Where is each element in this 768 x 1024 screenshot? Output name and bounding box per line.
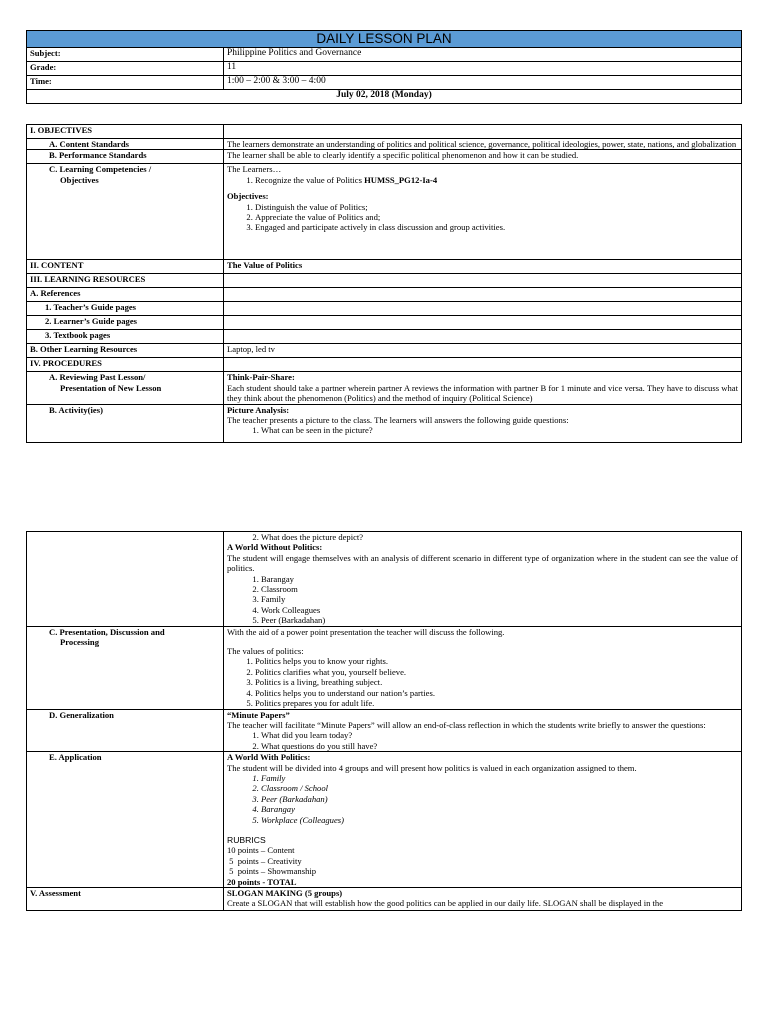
value-item: 3. Politics is a living, breathing subject. xyxy=(255,677,738,687)
generalization-cell xyxy=(224,709,742,752)
group-item: 2. Classroom / School xyxy=(261,783,738,793)
resources-heading: III. LEARNING RESOURCES xyxy=(27,274,224,288)
header-table xyxy=(26,30,742,104)
organization-item: 2. Classroom xyxy=(261,584,738,594)
competencies-label-line-1: C. Learning Competencies / xyxy=(49,164,152,175)
values-intro: The values of politics: xyxy=(227,646,304,657)
subject-label: Subject: xyxy=(27,48,224,62)
world-without-title: A World Without Politics: xyxy=(227,542,323,553)
competency-item xyxy=(255,175,738,185)
minute-papers-text: The teacher will facilitate “Minute Papers” will allow an end-of-class reflection in which the students write briefly to answer the questions: xyxy=(227,719,706,730)
objective-item: 1. Distinguish the value of Politics; xyxy=(255,202,738,212)
objective-item: 2. Appreciate the value of Politics and; xyxy=(255,212,738,222)
application-cell xyxy=(224,752,742,888)
objective-item: 3. Engaged and participate actively in class discussion and group activities. xyxy=(255,222,738,232)
group-item: 3. Peer (Barkadahan) xyxy=(261,794,738,804)
presentation-intro: With the aid of a power point presentation the teacher will discuss the following. xyxy=(227,626,505,637)
rubric-item: 5 points – Showmanship xyxy=(227,866,317,877)
lesson-date: July 02, 2018 (Monday) xyxy=(27,90,742,104)
activity-cell xyxy=(224,404,742,442)
group-item: 4. Barangay xyxy=(261,804,738,814)
lesson-table-2 xyxy=(26,531,742,911)
group-item: 1. Family xyxy=(261,773,738,783)
other-resources-value: Laptop, led tv xyxy=(224,344,742,358)
rubrics-title: RUBRICS xyxy=(227,834,266,845)
learners-guide-label: 2. Learner’s Guide pages xyxy=(27,316,224,330)
objectives-heading: I. OBJECTIVES xyxy=(27,125,224,139)
page-title: DAILY LESSON PLAN xyxy=(27,31,742,48)
teachers-guide-label: 1. Teacher’s Guide pages xyxy=(27,302,224,316)
other-resources-label: B. Other Learning Resources xyxy=(27,344,224,358)
presentation-label-line-1: C. Presentation, Discussion and xyxy=(49,626,165,637)
rubric-item: 10 points – Content xyxy=(227,845,295,856)
minute-question: 1. What did you learn today? xyxy=(261,730,738,740)
subject-value: Philippine Politics and Governance xyxy=(224,48,742,62)
review-title: Think-Pair-Share: xyxy=(227,372,295,383)
picture-title: Picture Analysis: xyxy=(227,404,290,415)
picture-text: The teacher presents a picture to the class. The learners will answers the following guide questions: xyxy=(227,415,569,426)
organization-item: 4. Work Colleagues xyxy=(261,605,738,615)
competencies-label xyxy=(27,164,224,260)
lesson-plan-part-2 xyxy=(26,531,742,911)
competencies-label-line-2: Objectives xyxy=(60,174,99,185)
review-text: Each student should take a partner wherein partner A reviews the information with partner B for 1 minute and vice versa. They have to discuss what they think about the phenomenon (Politics) and the method of inquiry (Political Science) xyxy=(227,382,738,404)
minute-question: 2. What questions do you still have? xyxy=(261,741,738,751)
review-label-line-2: Presentation of New Lesson xyxy=(60,382,162,393)
rubric-item: 5 points – Creativity xyxy=(227,855,302,866)
minute-papers-title: “Minute Papers” xyxy=(227,709,290,720)
references-label: A. References xyxy=(27,288,224,302)
picture-question: 2. What does the picture depict? xyxy=(261,532,738,542)
activity-label: B. Activity(ies) xyxy=(27,404,224,442)
presentation-label xyxy=(27,626,224,709)
world-without-text: The student will engage themselves with an analysis of different scenario in different type of organization where in the student can see the value of politics. xyxy=(227,552,738,574)
presentation-label-line-2: Processing xyxy=(60,637,99,648)
value-item: 4. Politics helps you to understand our nation’s parties. xyxy=(255,688,738,698)
objectives-label: Objectives: xyxy=(227,191,269,202)
content-standards-label: A. Content Standards xyxy=(27,139,224,150)
learners-intro: The Learners… xyxy=(227,164,282,175)
slogan-title: SLOGAN MAKING (5 groups) xyxy=(227,888,343,898)
rubrics-total: 20 points - TOTAL xyxy=(227,876,297,887)
performance-standards-text: The learner shall be able to clearly identify a specific political phenomenon and how it can be studied. xyxy=(224,150,742,164)
time-value: 1:00 – 2:00 & 3:00 – 4:00 xyxy=(224,76,742,90)
world-with-title-text: A World With Politics xyxy=(227,752,308,763)
content-heading: II. CONTENT xyxy=(27,260,224,274)
competency-code: HUMSS_PG12-Ia-4 xyxy=(364,174,438,185)
assessment-cell xyxy=(224,888,742,911)
picture-title-text: Picture Analysis xyxy=(227,404,287,415)
review-label-line-1: A. Reviewing Past Lesson/ xyxy=(49,372,146,383)
value-item: 5. Politics prepares you for adult life. xyxy=(255,698,738,708)
textbook-label: 3. Textbook pages xyxy=(27,330,224,344)
slogan-text: Create a SLOGAN that will establish how the good politics can be applied in our daily life. SLOGAN shall be displayed in the xyxy=(227,898,664,909)
grade-value: 11 xyxy=(224,62,742,76)
activity-continued-cell xyxy=(224,532,742,627)
performance-standards-label: B. Performance Standards xyxy=(27,150,224,164)
world-without-title-text: A World Without Politics xyxy=(227,542,320,553)
presentation-cell xyxy=(224,626,742,709)
content-standards-text: The learners demonstrate an understanding of politics and political science, governance, political ideologies, power, state, nations, and globalization xyxy=(224,139,742,150)
content-value: The Value of Politics xyxy=(224,260,742,274)
review-title-text: Think-Pair-Share xyxy=(227,372,292,383)
time-label: Time: xyxy=(27,76,224,90)
objectives-label-text: Objectives xyxy=(227,191,266,202)
organization-item: 5. Peer (Barkadahan) xyxy=(261,615,738,625)
organization-item: 1. Barangay xyxy=(261,574,738,584)
world-with-title: A World With Politics: xyxy=(227,752,311,763)
organization-item: 3. Family xyxy=(261,594,738,604)
competency-text: Recognize the value of Politics xyxy=(255,174,365,185)
competencies-cell xyxy=(224,164,742,260)
generalization-label: D. Generalization xyxy=(27,709,224,752)
lesson-plan-part-1 xyxy=(26,124,742,443)
grade-label: Grade: xyxy=(27,62,224,76)
picture-question: 1. What can be seen in the picture? xyxy=(261,425,738,435)
review-cell xyxy=(224,372,742,404)
assessment-label: V. Assessment xyxy=(27,888,224,911)
lesson-table-1 xyxy=(26,124,742,443)
world-with-text: The student will be divided into 4 groups and will present how politics is valued in each organization assigned to them. xyxy=(227,762,637,773)
group-item: 5. Workplace (Colleagues) xyxy=(261,815,738,825)
header-section xyxy=(26,30,742,104)
review-label xyxy=(27,372,224,404)
procedures-heading: IV. PROCEDURES xyxy=(27,358,224,372)
value-item: 2. Politics clarifies what you, yourself believe. xyxy=(255,667,738,677)
application-label: E. Application xyxy=(27,752,224,888)
value-item: 1. Politics helps you to know your rights. xyxy=(255,656,738,666)
